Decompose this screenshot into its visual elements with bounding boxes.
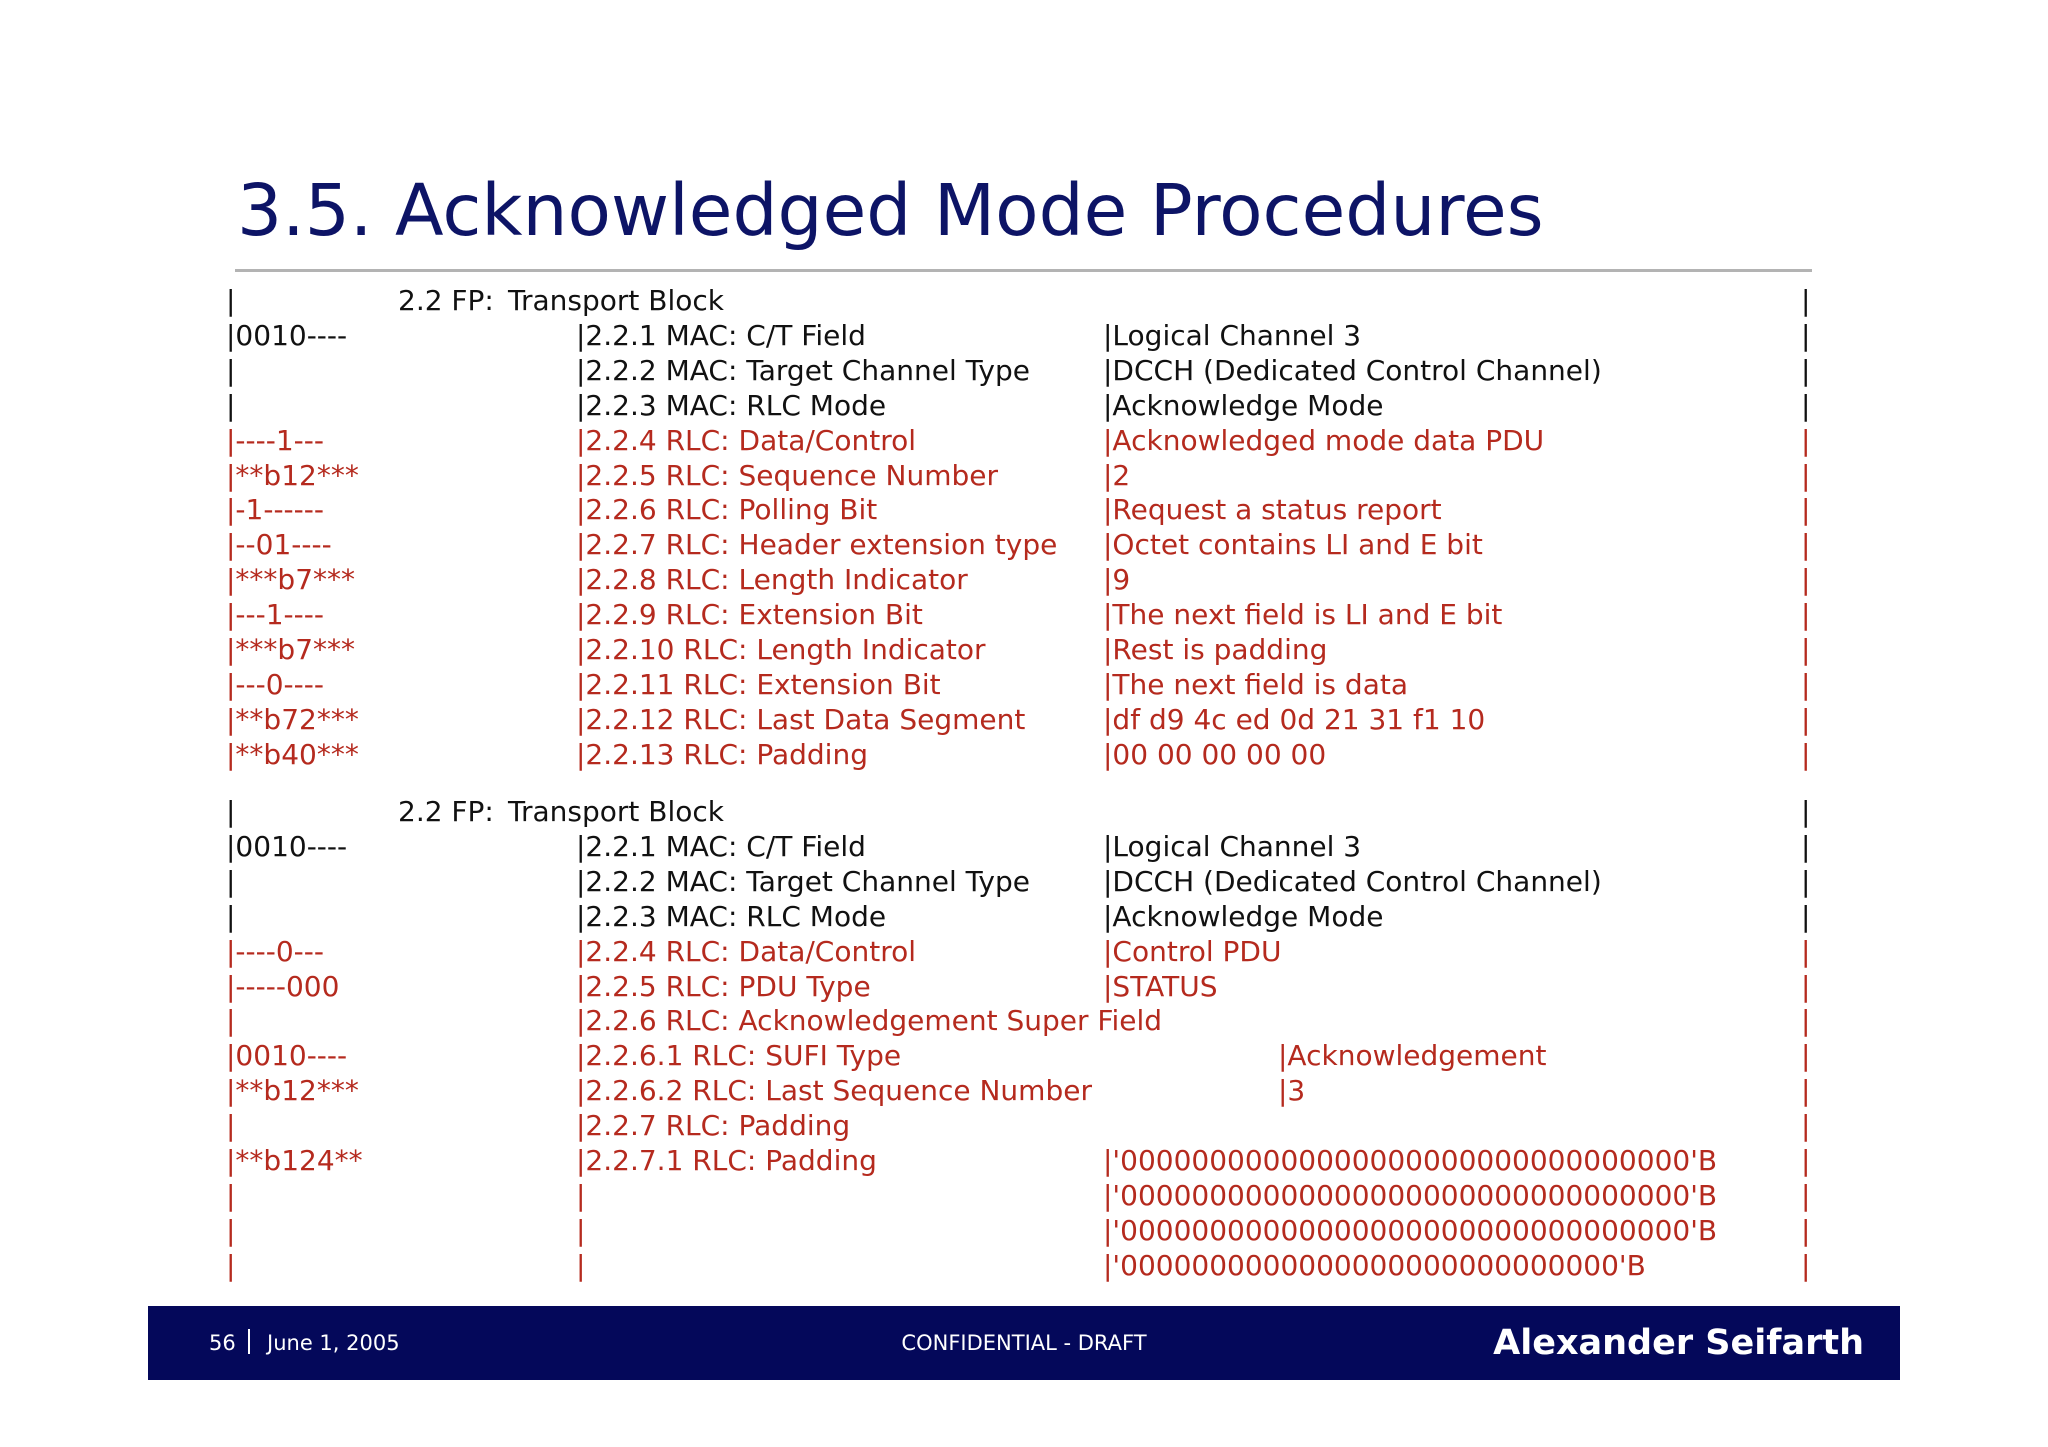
decode-row <box>0 969 2048 1004</box>
row-right-edge: | <box>1801 493 1811 527</box>
bit-pattern: |**b12*** <box>226 458 359 492</box>
field-name: | <box>576 1213 586 1247</box>
field-name: |2.2.4 RLC: Data/Control <box>576 423 917 457</box>
field-name: |2.2.7.1 RLC: Padding <box>576 1144 877 1177</box>
field-name: |2.2.7 RLC: Header extension type <box>576 528 1058 562</box>
decode-row <box>0 899 2048 934</box>
field-name: |2.2.13 RLC: Padding <box>576 737 868 771</box>
row-right-edge: | <box>1801 1074 1811 1108</box>
field-value: |9 <box>1103 563 1131 597</box>
bit-pattern: |**b124** <box>226 1144 363 1177</box>
field-name: |2.2.5 RLC: Sequence Number <box>576 458 999 492</box>
row-right-edge: | <box>1801 528 1811 562</box>
field-value: |3 <box>1278 1074 1306 1108</box>
field-value: |Acknowledgement <box>1278 1039 1547 1073</box>
row-right-edge: | <box>1801 934 1811 968</box>
decode-row <box>0 1248 2048 1283</box>
field-value: |Acknowledge Mode <box>1103 899 1384 933</box>
footer-date: June 1, 2005 <box>267 1331 400 1355</box>
bit-pattern: |**b40*** <box>226 737 359 771</box>
field-name: |2.2.5 RLC: PDU Type <box>576 969 871 1003</box>
bit-pattern: |-1------ <box>226 493 324 527</box>
field-value: |DCCH (Dedicated Control Channel) <box>1103 864 1602 898</box>
slide-title: 3.5. Acknowledged Mode Procedures <box>237 169 1544 252</box>
bit-pattern: |---1---- <box>226 598 324 632</box>
bit-pattern: | <box>226 388 236 422</box>
field-name: |2.2.2 MAC: Target Channel Type <box>576 864 1030 898</box>
field-name: |2.2.3 MAC: RLC Mode <box>576 388 887 422</box>
decode-row <box>0 667 2048 702</box>
decode-row <box>0 1038 2048 1073</box>
decode-row <box>0 1143 2048 1178</box>
bit-pattern: | <box>226 1178 236 1212</box>
row-right-edge: | <box>1801 969 1811 1003</box>
bit-pattern: |***b7*** <box>226 563 356 597</box>
footer-bar <box>148 1306 1900 1380</box>
bit-pattern: | <box>226 1248 236 1282</box>
decode-row <box>0 423 2048 458</box>
field-name: |2.2.6.1 RLC: SUFI Type <box>576 1039 902 1073</box>
bit-pattern: |-----000 <box>226 969 340 1003</box>
field-name: |2.2.11 RLC: Extension Bit <box>576 667 941 701</box>
decode-row <box>0 934 2048 969</box>
bit-pattern: | <box>226 864 236 898</box>
bit-pattern: |----1--- <box>226 423 324 457</box>
bit-pattern: |0010---- <box>226 318 348 352</box>
field-name: |2.2.12 RLC: Last Data Segment <box>576 702 1026 736</box>
field-value: |'00000000000000000000000000000000'B <box>1103 1144 1718 1177</box>
field-value: |df d9 4c ed 0d 21 31 f1 10 <box>1103 702 1486 736</box>
field-value: |The next field is LI and E bit <box>1103 598 1503 632</box>
field-name: |2.2.6.2 RLC: Last Sequence Number <box>576 1074 1092 1108</box>
field-value: |Control PDU <box>1103 934 1282 968</box>
decode-row <box>0 702 2048 737</box>
header-left-edge: | <box>226 795 236 828</box>
decode-row <box>0 597 2048 632</box>
decode-row <box>0 1003 2048 1038</box>
row-right-edge: | <box>1801 667 1811 701</box>
field-value: |Octet contains LI and E bit <box>1103 528 1483 562</box>
bit-pattern: |0010---- <box>226 829 348 863</box>
header-right-edge: | <box>1801 284 1811 317</box>
decode-row <box>0 388 2048 423</box>
field-value: |DCCH (Dedicated Control Channel) <box>1103 353 1602 387</box>
decode-row <box>0 1178 2048 1213</box>
confidential-label: CONFIDENTIAL - DRAFT <box>901 1331 1147 1355</box>
decode-row <box>0 1213 2048 1248</box>
row-right-edge: | <box>1801 1213 1811 1247</box>
field-value: |'0000000000000000000000000000'B <box>1103 1248 1646 1282</box>
field-value: |00 00 00 00 00 <box>1103 737 1327 771</box>
row-right-edge: | <box>1801 633 1811 666</box>
page-number: 56 <box>209 1331 236 1355</box>
row-right-edge: | <box>1801 388 1811 422</box>
row-right-edge: | <box>1801 1178 1811 1212</box>
bit-pattern: | <box>226 899 236 933</box>
header-label: 2.2 FP: <box>398 284 494 317</box>
author-name: Alexander Seifarth <box>1493 1323 1864 1363</box>
field-value: |Request a status report <box>1103 493 1442 527</box>
bit-pattern: |**b12*** <box>226 1074 359 1108</box>
bit-pattern: |---0---- <box>226 667 324 701</box>
row-right-edge: | <box>1801 864 1811 898</box>
title-underline <box>235 269 1812 272</box>
field-value: |Acknowledged mode data PDU <box>1103 423 1545 457</box>
transport-block-header <box>0 283 2048 318</box>
field-name: |2.2.6 RLC: Polling Bit <box>576 493 878 527</box>
row-right-edge: | <box>1801 1109 1811 1143</box>
bit-pattern: | <box>226 1213 236 1247</box>
row-right-edge: | <box>1801 318 1811 352</box>
bit-pattern: | <box>226 1109 236 1143</box>
row-right-edge: | <box>1801 899 1811 933</box>
decode-row <box>0 737 2048 772</box>
row-right-edge: | <box>1801 353 1811 387</box>
decode-row <box>0 458 2048 493</box>
row-right-edge: | <box>1801 1248 1811 1282</box>
bit-pattern: | <box>226 1004 236 1038</box>
header-right-edge: | <box>1801 795 1811 828</box>
row-right-edge: | <box>1801 563 1811 597</box>
row-right-edge: | <box>1801 598 1811 632</box>
field-value: |STATUS <box>1103 969 1218 1003</box>
field-value: |'00000000000000000000000000000000'B <box>1103 1213 1718 1247</box>
field-name: |2.2.6 RLC: Acknowledgement Super Field <box>576 1004 1163 1038</box>
row-right-edge: | <box>1801 1144 1811 1177</box>
decode-row <box>0 527 2048 562</box>
decode-row <box>0 318 2048 353</box>
field-name: |2.2.1 MAC: C/T Field <box>576 829 866 863</box>
header-label: 2.2 FP: <box>398 795 494 828</box>
decode-row <box>0 1073 2048 1108</box>
field-value: |The next field is data <box>1103 667 1408 701</box>
decode-row <box>0 632 2048 667</box>
field-name: |2.2.9 RLC: Extension Bit <box>576 598 923 632</box>
decode-row <box>0 1108 2048 1143</box>
row-right-edge: | <box>1801 702 1811 736</box>
decode-row <box>0 562 2048 597</box>
bit-pattern: |***b7*** <box>226 633 356 666</box>
field-name: | <box>576 1178 586 1212</box>
decode-row <box>0 353 2048 388</box>
field-value: |2 <box>1103 458 1131 492</box>
row-right-edge: | <box>1801 1039 1811 1073</box>
field-value: |Logical Channel 3 <box>1103 829 1362 863</box>
header-left-edge: | <box>226 284 236 317</box>
decode-row <box>0 492 2048 527</box>
row-right-edge: | <box>1801 829 1811 863</box>
bit-pattern: |----0--- <box>226 934 324 968</box>
row-right-edge: | <box>1801 737 1811 771</box>
header-text: Transport Block <box>508 284 725 317</box>
field-name: |2.2.10 RLC: Length Indicator <box>576 633 986 666</box>
decode-row <box>0 829 2048 864</box>
field-name: |2.2.3 MAC: RLC Mode <box>576 899 887 933</box>
row-right-edge: | <box>1801 1004 1811 1038</box>
field-name: |2.2.2 MAC: Target Channel Type <box>576 353 1030 387</box>
field-name: | <box>576 1248 586 1282</box>
bit-pattern: |0010---- <box>226 1039 348 1073</box>
row-right-edge: | <box>1801 458 1811 492</box>
field-value: |Logical Channel 3 <box>1103 318 1362 352</box>
bit-pattern: | <box>226 353 236 387</box>
transport-block-header <box>0 794 2048 829</box>
bit-pattern: |**b72*** <box>226 702 359 736</box>
field-value: |'00000000000000000000000000000000'B <box>1103 1178 1718 1212</box>
row-right-edge: | <box>1801 423 1811 457</box>
bit-pattern: |--01---- <box>226 528 332 562</box>
field-name: |2.2.7 RLC: Padding <box>576 1109 851 1143</box>
field-name: |2.2.1 MAC: C/T Field <box>576 318 866 352</box>
decode-row <box>0 864 2048 899</box>
header-text: Transport Block <box>508 795 725 828</box>
field-value: |Acknowledge Mode <box>1103 388 1384 422</box>
field-value: |Rest is padding <box>1103 633 1328 666</box>
field-name: |2.2.4 RLC: Data/Control <box>576 934 917 968</box>
field-name: |2.2.8 RLC: Length Indicator <box>576 563 968 597</box>
